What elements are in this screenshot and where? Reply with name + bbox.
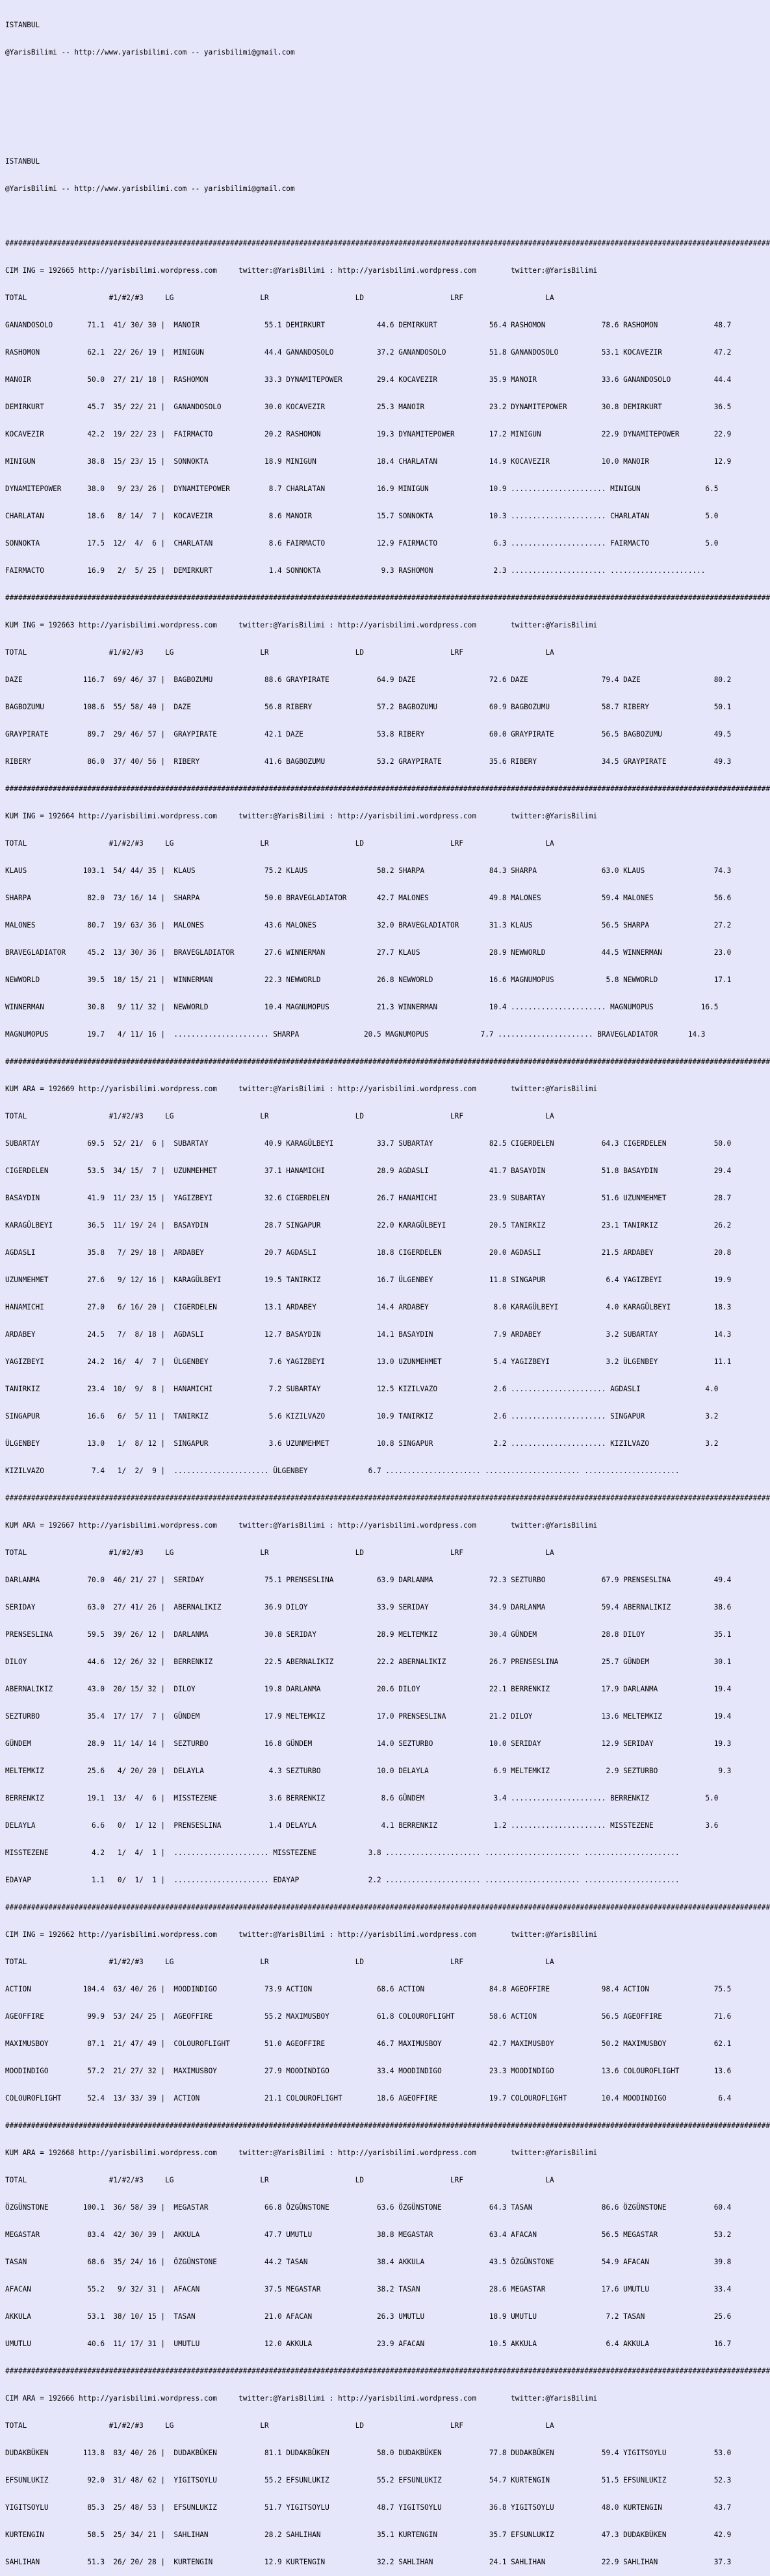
column-header: TOTAL #1/#2/#3 LG LR LD LRF LA [5,839,554,848]
table-row: NEWWORLD 39.5 18/ 15/ 21 | WINNERMAN 22.3 NEWWORLD 26.8 NEWWORLD 16.6 MAGNUMOPUS 5.8 NEWWORLD 17.1 [5,976,732,984]
table-row: CHARLATAN 18.6 8/ 14/ 7 | KOCAVEZIR 8.6 MANOIR 15.7 SONNOKTA 10.3 ...................... CHARLATAN 5.0 [5,512,719,520]
text-line [5,130,702,139]
table-row: MAXIMUSBOY 87.1 21/ 47/ 49 | COLOUROFLIGHT 51.0 AGEOFFIRE 46.7 MAXIMUSBOY 42.7 MAXIMUSBOY 50.2 MAXIMUSBOY 62.1 [5,2039,732,2048]
text-line [5,103,702,112]
text-line [5,75,702,84]
table-row: ÜLGENBEY 13.0 1/ 8/ 12 | SINGAPUR 3.6 UZUNMEHMET 10.8 SINGAPUR 2.2 ...................... KIZILVAZO 3.2 [5,1439,719,1448]
table-row: FAIRMACTO 16.9 2/ 5/ 25 | DEMIRKURT 1.4 SONNOKTA 9.3 RASHOMON 2.3 ...................... ...................... [5,566,706,575]
race-header: CIM ING = 192662 http://yarisbilimi.wordpress.com twitter:@YarisBilimi : http://yarisbilimi.wordpress.com twitter:@YarisBilimi [5,1930,598,1939]
table-row: COLOUROFLIGHT 52.4 13/ 33/ 39 | ACTION 21.1 COLOUROFLIGHT 18.6 AGEOFFIRE 19.7 COLOUROFLIGHT 10.4 MOODINDIGO 6.4 [5,2094,732,2102]
table-row: YIGITSOYLU 85.3 25/ 48/ 53 | EFSUNLUKIZ 51.7 YIGITSOYLU 48.7 YIGITSOYLU 36.8 YIGITSOYLU 48.0 KURTENGIN 43.7 [5,2503,732,2512]
table-row: DAZE 116.7 69/ 46/ 37 | BAGBOZUMU 88.6 GRAYPIRATE 64.9 DAZE 72.6 DAZE 79.4 DAZE 80.2 [5,676,732,684]
race-header: CIM ARA = 192666 http://yarisbilimi.wordpress.com twitter:@YarisBilimi : http://yarisbilimi.wordpress.com twitter:@YarisBilimi [5,2394,598,2403]
text-line: ISTANBUL [5,21,40,29]
table-row: KIZILVAZO 7.4 1/ 2/ 9 | ...................... ÜLGENBEY 6.7 ...................... ...................... ...................... [5,1467,680,1475]
table-row: SINGAPUR 16.6 6/ 5/ 11 | TANIRKIZ 5.6 KIZILVAZO 10.9 TANIRKIZ 2.6 ...................... SINGAPUR 3.2 [5,1412,719,1421]
race-header: KUM ARA = 192669 http://yarisbilimi.wordpress.com twitter:@YarisBilimi : http://yarisbilimi.wordpress.com twitter:@YarisBilimi [5,1085,598,1093]
table-row: MANOIR 50.0 27/ 21/ 18 | RASHOMON 33.3 DYNAMITEPOWER 29.4 KOCAVEZIR 35.9 MANOIR 33.6 GANANDOSOLO 44.4 [5,375,732,384]
table-row: AKKULA 53.1 38/ 10/ 15 | TASAN 21.0 AFACAN 26.3 UMUTLU 18.9 UMUTLU 7.2 TASAN 25.6 [5,2312,732,2321]
table-row: PRENSESLINA 59.5 39/ 26/ 12 | DARLANMA 30.8 SERIDAY 28.9 MELTEMKIZ 30.4 GÜNDEM 28.8 DILOY 35.1 [5,1630,732,1639]
table-row: KLAUS 103.1 54/ 44/ 35 | KLAUS 75.2 KLAUS 58.2 SHARPA 84.3 SHARPA 63.0 KLAUS 74.3 [5,866,732,875]
table-row: BRAVEGLADIATOR 45.2 13/ 30/ 36 | BRAVEGLADIATOR 27.6 WINNERMAN 27.7 KLAUS 28.9 NEWWORLD 44.5 WINNERMAN 23.0 [5,948,732,957]
text-line: @YarisBilimi -- http://www.yarisbilimi.com -- yarisbilimi@gmail.com [5,184,295,193]
table-row: ACTION 104.4 63/ 40/ 26 | MOODINDIGO 73.9 ACTION 68.6 ACTION 84.8 AGEOFFIRE 98.4 ACTION 75.5 [5,1985,732,1993]
table-row: DUDAKBÜKEN 113.8 83/ 40/ 26 | DUDAKBÜKEN 81.1 DUDAKBÜKEN 58.0 DUDAKBÜKEN 77.8 DUDAKBÜKEN 59.4 YIGITSOYLU 53.0 [5,2449,732,2457]
table-row: AGEOFFIRE 99.9 53/ 24/ 25 | AGEOFFIRE 55.2 MAXIMUSBOY 61.8 COLOUROFLIGHT 58.6 ACTION 56.5 AGEOFFIRE 71.6 [5,2012,732,2021]
separator-line: ################################################################################################################################################################################# [5,785,770,793]
separator-line: ################################################################################################################################################################################# [5,2121,770,2130]
table-row: DYNAMITEPOWER 38.0 9/ 23/ 26 | DYNAMITEPOWER 8.7 CHARLATAN 16.9 MINIGUN 10.9 ...................... MINIGUN 6.5 [5,485,719,493]
separator-line: ################################################################################################################################################################################# [5,594,770,602]
table-row: BERRENKIZ 19.1 13/ 4/ 6 | MISSTEZENE 3.6 BERRENKIZ 8.6 GÜNDEM 3.4 ...................... BERRENKIZ 5.0 [5,1794,719,1802]
table-row: EFSUNLUKIZ 92.0 31/ 48/ 62 | YIGITSOYLU 55.2 EFSUNLUKIZ 55.2 EFSUNLUKIZ 54.7 KURTENGIN 51.5 EFSUNLUKIZ 52.3 [5,2476,732,2484]
table-row: TASAN 68.6 35/ 24/ 16 | ÖZGÜNSTONE 44.2 TASAN 38.4 AKKULA 43.5 ÖZGÜNSTONE 54.9 AFACAN 39.8 [5,2258,732,2266]
table-row: SAHLIHAN 51.3 26/ 20/ 28 | KURTENGIN 12.9 KURTENGIN 32.2 SAHLIHAN 24.1 SAHLIHAN 22.9 SAHLIHAN 37.3 [5,2558,732,2566]
table-row: MELTEMKIZ 25.6 4/ 20/ 20 | DELAYLA 4.3 SEZTURBO 10.0 DELAYLA 6.9 MELTEMKIZ 2.9 SEZTURBO 9.3 [5,1767,732,1775]
table-row: MISSTEZENE 4.2 1/ 4/ 1 | ...................... MISSTEZENE 3.8 ...................... ...................... ...................... [5,1849,680,1857]
separator-line: ################################################################################################################################################################################# [5,1903,770,1912]
race-header: KUM ARA = 192668 http://yarisbilimi.wordpress.com twitter:@YarisBilimi : http://yarisbilimi.wordpress.com twitter:@YarisBilimi [5,2149,598,2157]
column-header: TOTAL #1/#2/#3 LG LR LD LRF LA [5,2176,554,2184]
table-row: MEGASTAR 83.4 42/ 30/ 39 | AKKULA 47.7 UMUTLU 38.8 MEGASTAR 63.4 AFACAN 56.5 MEGASTAR 53.2 [5,2230,732,2239]
table-row: MINIGUN 38.8 15/ 23/ 15 | SONNOKTA 18.9 MINIGUN 18.4 CHARLATAN 14.9 KOCAVEZIR 10.0 MANOIR 12.9 [5,457,732,466]
table-row: RIBERY 86.0 37/ 40/ 56 | RIBERY 41.6 BAGBOZUMU 53.2 GRAYPIRATE 35.6 RIBERY 34.5 GRAYPIRATE 49.3 [5,757,732,766]
column-header: TOTAL #1/#2/#3 LG LR LD LRF LA [5,2421,554,2430]
column-header: TOTAL #1/#2/#3 LG LR LD LRF LA [5,648,554,657]
table-row: ARDABEY 24.5 7/ 8/ 18 | AGDASLI 12.7 BASAYDIN 14.1 BASAYDIN 7.9 ARDABEY 3.2 SUBARTAY 14.3 [5,1330,732,1339]
table-row: ÖZGÜNSTONE 100.1 36/ 58/ 39 | MEGASTAR 66.8 ÖZGÜNSTONE 63.6 ÖZGÜNSTONE 64.3 TASAN 86.6 ÖZGÜNSTONE 60.4 [5,2203,732,2212]
text-line [5,212,702,221]
table-row: DEMIRKURT 45.7 35/ 22/ 21 | GANANDOSOLO 30.0 KOCAVEZIR 25.3 MANOIR 23.2 DYNAMITEPOWER 30.8 DEMIRKURT 36.5 [5,403,732,411]
text-line: ISTANBUL [5,157,40,166]
column-header: TOTAL #1/#2/#3 LG LR LD LRF LA [5,1958,554,1966]
separator-line: ################################################################################################################################################################################# [5,2367,770,2375]
table-row: SONNOKTA 17.5 12/ 4/ 6 | CHARLATAN 8.6 FAIRMACTO 12.9 FAIRMACTO 6.3 ...................... FAIRMACTO 5.0 [5,539,719,548]
race-header: KUM ARA = 192667 http://yarisbilimi.wordpress.com twitter:@YarisBilimi : http://yarisbilimi.wordpress.com twitter:@YarisBilimi [5,1521,598,1530]
table-row: MALONES 80.7 19/ 63/ 36 | MALONES 43.6 MALONES 32.0 BRAVEGLADIATOR 31.3 KLAUS 56.5 SHARPA 27.2 [5,921,732,929]
race-header: CIM ING = 192665 http://yarisbilimi.wordpress.com twitter:@YarisBilimi : http://yarisbilimi.wordpress.com twitter:@YarisBilimi [5,266,598,275]
table-row: GRAYPIRATE 89.7 29/ 46/ 57 | GRAYPIRATE 42.1 DAZE 53.8 RIBERY 60.0 GRAYPIRATE 56.5 BAGBOZUMU 49.5 [5,730,732,739]
table-row: BAGBOZUMU 108.6 55/ 58/ 40 | DAZE 56.8 RIBERY 57.2 BAGBOZUMU 60.9 BAGBOZUMU 58.7 RIBERY 50.1 [5,703,732,711]
table-row: CIGERDELEN 53.5 34/ 15/ 7 | UZUNMEHMET 37.1 HANAMICHI 28.9 AGDASLI 41.7 BASAYDIN 51.8 BASAYDIN 29.4 [5,1167,732,1175]
separator-line: ################################################################################################################################################################################# [5,239,770,247]
text-line: @YarisBilimi -- http://www.yarisbilimi.com -- yarisbilimi@gmail.com [5,48,295,57]
table-row: YAGIZBEYI 24.2 16/ 4/ 7 | ÜLGENBEY 7.6 YAGIZBEYI 13.0 UZUNMEHMET 5.4 YAGIZBEYI 3.2 ÜLGENBEY 11.1 [5,1357,732,1366]
table-row: UZUNMEHMET 27.6 9/ 12/ 16 | KARAGÜLBEYI 19.5 TANIRKIZ 16.7 ÜLGENBEY 11.8 SINGAPUR 6.4 YAGIZBEYI 19.9 [5,1276,732,1284]
separator-line: ################################################################################################################################################################################# [5,1057,770,1066]
table-row: EDAYAP 1.1 0/ 1/ 1 | ...................... EDAYAP 2.2 ...................... ...................... ...................... [5,1876,680,1884]
table-row: TANIRKIZ 23.4 10/ 9/ 8 | HANAMICHI 7.2 SUBARTAY 12.5 KIZILVAZO 2.6 ...................... AGDASLI 4.0 [5,1385,719,1393]
column-header: TOTAL #1/#2/#3 LG LR LD LRF LA [5,1548,554,1557]
table-row: MOODINDIGO 57.2 21/ 27/ 32 | MAXIMUSBOY 27.9 MOODINDIGO 33.4 MOODINDIGO 23.3 MOODINDIGO 13.6 COLOUROFLIGHT 13.6 [5,2067,732,2075]
table-row: RASHOMON 62.1 22/ 26/ 19 | MINIGUN 44.4 GANANDOSOLO 37.2 GANANDOSOLO 51.8 GANANDOSOLO 53.1 KOCAVEZIR 47.2 [5,348,732,357]
table-row: DILOY 44.6 12/ 26/ 32 | BERRENKIZ 22.5 ABERNALIKIZ 22.2 ABERNALIKIZ 26.7 PRENSESLINA 25.7 GÜNDEM 30.1 [5,1658,732,1666]
table-row: SERIDAY 63.0 27/ 41/ 26 | ABERNALIKIZ 36.9 DILOY 33.9 SERIDAY 34.9 DARLANMA 59.4 ABERNALIKIZ 38.6 [5,1603,732,1611]
table-row: KARAGÜLBEYI 36.5 11/ 19/ 24 | BASAYDIN 28.7 SINGAPUR 22.0 KARAGÜLBEYI 20.5 TANIRKIZ 23.1 TANIRKIZ 26.2 [5,1221,732,1230]
table-row: GÜNDEM 28.9 11/ 14/ 14 | SEZTURBO 16.8 GÜNDEM 14.0 SEZTURBO 10.0 SERIDAY 12.9 SERIDAY 19.3 [5,1739,732,1748]
table-row: MAGNUMOPUS 19.7 4/ 11/ 16 | ...................... SHARPA 20.5 MAGNUMOPUS 7.7 ...................... BRAVEGLADIATOR 14.3 [5,1030,706,1039]
table-row: ABERNALIKIZ 43.0 20/ 15/ 32 | DILOY 19.8 DARLANMA 20.6 DILOY 22.1 BERRENKIZ 17.9 DARLANMA 19.4 [5,1685,732,1693]
table-row: HANAMICHI 27.0 6/ 16/ 20 | CIGERDELEN 13.1 ARDABEY 14.4 ARDABEY 8.0 KARAGÜLBEYI 4.0 KARAGÜLBEYI 18.3 [5,1303,732,1311]
table-row: UMUTLU 40.6 11/ 17/ 31 | UMUTLU 12.0 AKKULA 23.9 AFACAN 10.5 AKKULA 6.4 AKKULA 16.7 [5,2340,732,2348]
table-row: KURTENGIN 58.5 25/ 34/ 21 | SAHLIHAN 28.2 SAHLIHAN 35.1 KURTENGIN 35.7 EFSUNLUKIZ 47.3 DUDAKBÜKEN 42.9 [5,2531,732,2539]
table-row: SEZTURBO 35.4 17/ 17/ 7 | GÜNDEM 17.9 MELTEMKIZ 17.0 PRENSESLINA 21.2 DILOY 13.6 MELTEMKIZ 19.4 [5,1712,732,1721]
table-row: AFACAN 55.2 9/ 32/ 31 | AFACAN 37.5 MEGASTAR 38.2 TASAN 28.6 MEGASTAR 17.6 UMUTLU 33.4 [5,2285,732,2293]
table-row: KOCAVEZIR 42.2 19/ 22/ 23 | FAIRMACTO 20.2 RASHOMON 19.3 DYNAMITEPOWER 17.2 MINIGUN 22.9 DYNAMITEPOWER 22.9 [5,430,732,438]
table-row: DARLANMA 70.0 46/ 21/ 27 | SERIDAY 75.1 PRENSESLINA 63.9 DARLANMA 72.3 SEZTURBO 67.9 PRENSESLINA 49.4 [5,1576,732,1584]
table-row: WINNERMAN 30.8 9/ 11/ 32 | NEWWORLD 10.4 MAGNUMOPUS 21.3 WINNERMAN 10.4 ...................... MAGNUMOPUS 16.5 [5,1003,719,1011]
table-row: SHARPA 82.0 73/ 16/ 14 | SHARPA 50.0 BRAVEGLADIATOR 42.7 MALONES 49.8 MALONES 59.4 MALONES 56.6 [5,894,732,902]
table-row: DELAYLA 6.6 0/ 1/ 12 | PRENSESLINA 1.4 DELAYLA 4.1 BERRENKIZ 1.2 ...................... MISSTEZENE 3.6 [5,1821,719,1830]
column-header: TOTAL #1/#2/#3 LG LR LD LRF LA [5,294,554,302]
table-row: BASAYDIN 41.9 11/ 23/ 15 | YAGIZBEYI 32.6 CIGERDELEN 26.7 HANAMICHI 23.9 SUBARTAY 51.6 UZUNMEHMET 28.7 [5,1194,732,1202]
column-header: TOTAL #1/#2/#3 LG LR LD LRF LA [5,1112,554,1120]
race-header: KUM ING = 192664 http://yarisbilimi.wordpress.com twitter:@YarisBilimi : http://yarisbilimi.wordpress.com twitter:@YarisBilimi [5,812,598,820]
race-header: KUM ING = 192663 http://yarisbilimi.wordpress.com twitter:@YarisBilimi : http://yarisbilimi.wordpress.com twitter:@YarisBilimi [5,621,598,629]
table-row: SUBARTAY 69.5 52/ 21/ 6 | SUBARTAY 40.9 KARAGÜLBEYI 33.7 SUBARTAY 82.5 CIGERDELEN 64.3 CIGERDELEN 50.0 [5,1139,732,1148]
separator-line: ################################################################################################################################################################################# [5,1494,770,1502]
table-row: AGDASLI 35.8 7/ 29/ 18 | ARDABEY 20.7 AGDASLI 18.8 CIGERDELEN 20.0 AGDASLI 21.5 ARDABEY 20.8 [5,1248,732,1257]
table-row: GANANDOSOLO 71.1 41/ 30/ 30 | MANOIR 55.1 DEMIRKURT 44.6 DEMIRKURT 56.4 RASHOMON 78.6 RASHOMON 48.7 [5,321,732,329]
